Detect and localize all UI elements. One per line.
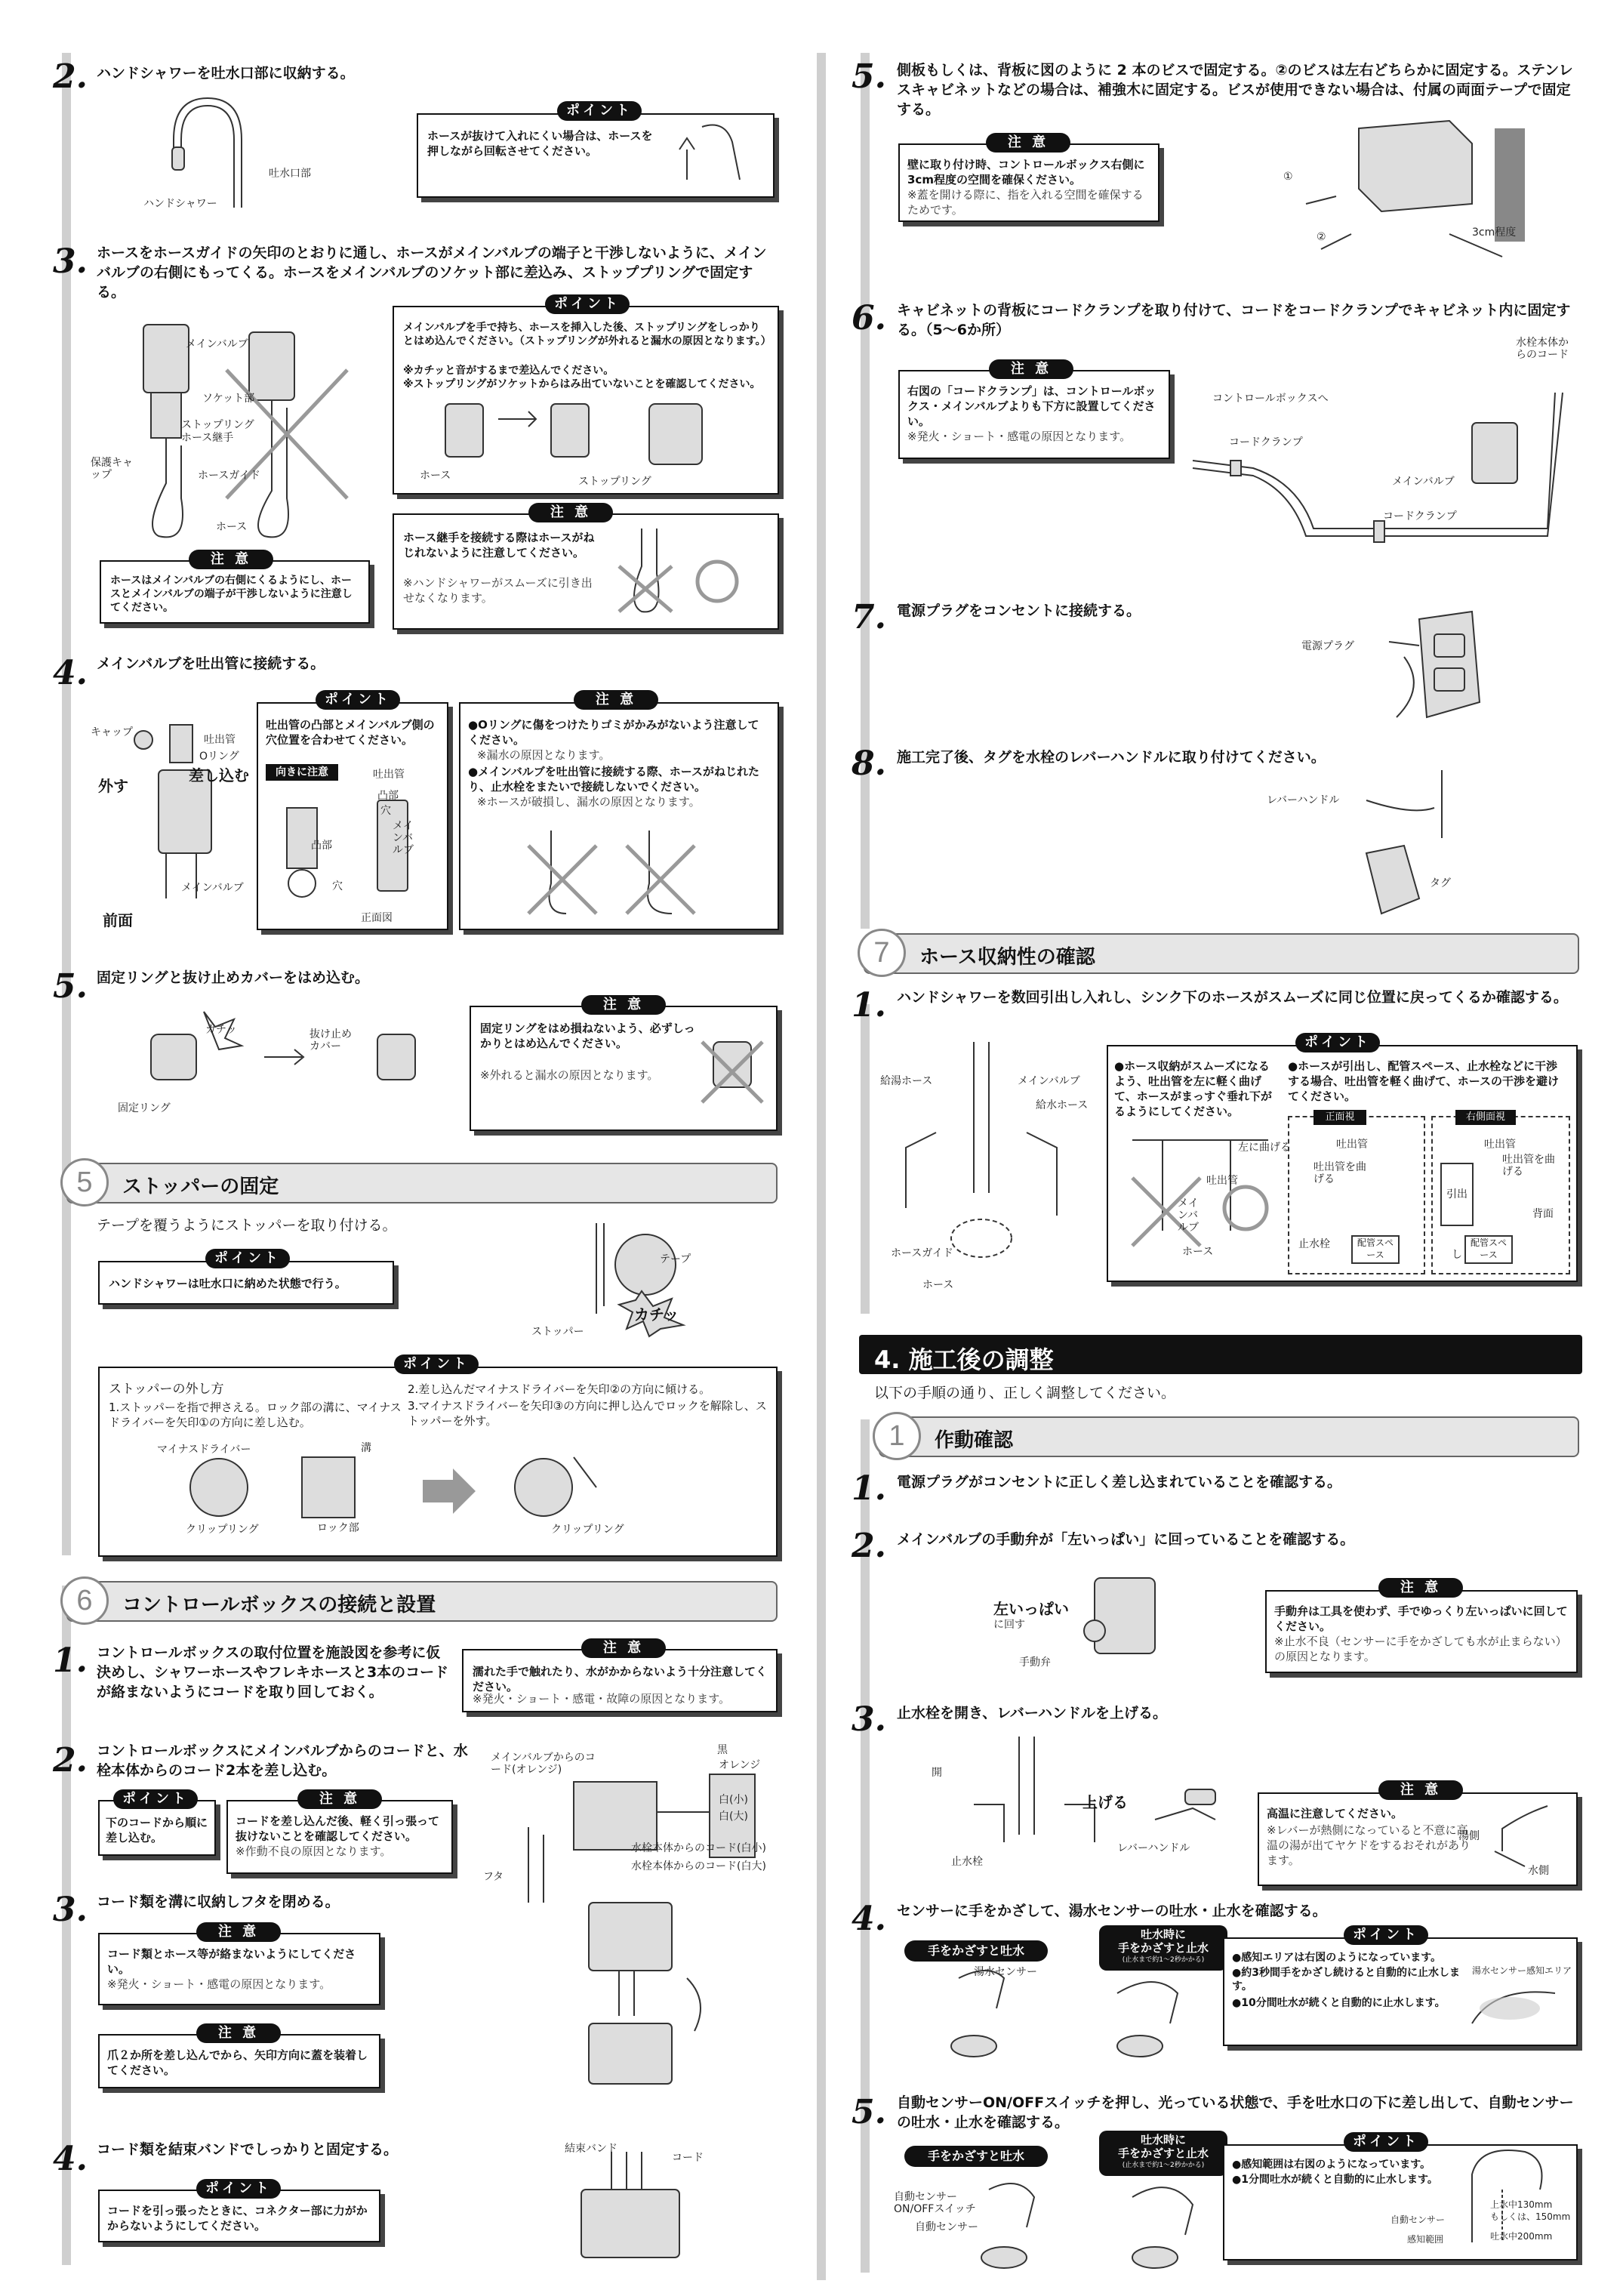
- label-clamp-1: コードクランプ: [1229, 436, 1303, 448]
- caution-text: 右図の「コードクランプ」は、コントロールボックス・メインバルブよりも下方に設置してください。: [907, 384, 1156, 428]
- label-o-ring: Oリング: [199, 750, 239, 763]
- removal-step-2: 2.差し込んだマイナスドライバーを矢印②の方向に傾ける。: [408, 1382, 711, 1396]
- lever-hot-cold-icon: [1480, 1798, 1563, 1874]
- label-back: 背面: [1532, 1208, 1554, 1220]
- section-6-number: 6: [60, 1576, 109, 1625]
- label-auto-sensor-2: 自動センサー: [1390, 2214, 1446, 2225]
- chapter-4-title: 4. 施工後の調整: [874, 1345, 1054, 1374]
- label-body-code: 水栓本体からのコード: [1516, 337, 1569, 361]
- label-spout: 吐水口部: [269, 168, 311, 180]
- sec7-step-1-number: 1.: [852, 986, 886, 1025]
- point-badge: ポイント: [1344, 1925, 1428, 1945]
- label-to-cb: コントロールボックスへ: [1212, 393, 1329, 405]
- faucet-illustration: [151, 94, 287, 215]
- label-cold: 水側: [1528, 1865, 1549, 1877]
- label-lever: レバーハンドル: [1267, 794, 1340, 806]
- section-5-title: ストッパーの固定: [122, 1176, 279, 1198]
- chapter-4-header: [859, 1335, 1582, 1374]
- step-3-number: 3.: [53, 242, 88, 281]
- label-open: 開: [932, 1767, 942, 1779]
- sec1-step-4-text: センサーに手をかざして、湯水センサーの吐水・止水を確認する。: [897, 1903, 1327, 1919]
- caution-text: ホース継手を接続する際はホースがねじれないように注意してください。: [403, 531, 595, 559]
- sec6-step-2-number: 2.: [53, 1741, 88, 1780]
- stop-badge-2-line-3: (止水まで約1〜2秒かかる): [1122, 2162, 1205, 2169]
- label-convex: 凸部: [377, 790, 399, 802]
- label-stop-ring-2: ストップリング: [578, 476, 651, 488]
- section-1-header: [879, 1416, 1579, 1457]
- caution-note: ※作動不良の原因となります。: [236, 1845, 392, 1858]
- label-clip-ring-2: クリップリング: [551, 1524, 624, 1536]
- auto-sensor-illustration: [959, 2174, 1230, 2280]
- caution-note: ※発火・ショート・感電・故障の原因となります。: [473, 1692, 731, 1706]
- label-supply-hose: 給水ホース: [1036, 1099, 1089, 1111]
- point-badge: ポイント: [113, 1789, 198, 1809]
- point-text: 下のコードから順に差し込む。: [106, 1816, 208, 1845]
- r-step-7-text: 電源プラグをコンセントに接続する。: [897, 603, 1141, 619]
- stop-badge-2-line-2: 手をかざすと止水: [1117, 2147, 1209, 2160]
- caution-badge: 注 意: [1378, 1780, 1463, 1800]
- label-mv-code: メインバルブからのコード(オレンジ): [491, 1752, 596, 1776]
- label-hose-guide: ホースガイド: [891, 1247, 953, 1259]
- label-plug: 電源プラグ: [1301, 640, 1354, 652]
- caution-text-s5: 固定リングをはめ損ねないよう、必ずしっかりとはめ込んでください。: [480, 1022, 695, 1050]
- caution-text: 壁に取り付け時、コントロールボックス右側に3cm程度の空間を確保ください。: [907, 158, 1145, 186]
- label-spec-2: もしくは、150mm: [1490, 2211, 1571, 2222]
- hand-over-badge: 手をかざすと吐水: [904, 1940, 1048, 1962]
- stop-badge-line-2: 手をかざすと止水: [1117, 1941, 1209, 1955]
- right-column-rule: [861, 53, 870, 929]
- r-step-7-number: 7.: [852, 598, 886, 636]
- sensor-hand-illustration: [929, 1963, 1230, 2069]
- caution-badge: 注 意: [581, 995, 666, 1015]
- label-manual-valve: 手動弁: [1019, 1657, 1051, 1669]
- section-5-number: 5: [60, 1158, 109, 1207]
- chapter-4-intro: 以下の手順の通り、正しく調整してください。: [874, 1385, 1176, 1401]
- caution-text: 高温に注意してください。: [1267, 1807, 1403, 1820]
- center-gutter: [817, 53, 826, 2280]
- step-4-number: 4.: [53, 654, 88, 692]
- caution-badge: 注 意: [297, 1789, 382, 1809]
- label-hole: 穴: [380, 805, 391, 817]
- point-text-left: ●ホース収納がスムーズになるよう、吐出管を左に軽く曲げて、ホースがまっすぐ垂れ下がるようにしてください。: [1114, 1059, 1272, 1118]
- label-screw-1: ①: [1283, 171, 1293, 183]
- label-sensor-area: 湯水センサー感知エリア: [1472, 1965, 1572, 1976]
- r-step-5-number: 5.: [852, 57, 886, 96]
- caution-text-2: 爪２か所を差し込んでから、矢印方向に蓋を装着してください。: [107, 2048, 368, 2077]
- label-stop-valve: 止水栓: [951, 1856, 983, 1868]
- caution-note: ※レバーが熱側になっていると不意に高温の湯が出てヤケドをするおそれがあります。: [1267, 1823, 1471, 1867]
- label-stop-ring: ストップリング: [181, 419, 254, 431]
- label-white-small: 白(小): [719, 1794, 748, 1806]
- label-pipe-4: 吐出管: [1484, 1139, 1516, 1151]
- caution-note-s5: ※外れると漏水の原因となります。: [480, 1068, 659, 1082]
- label-code-small: 水栓本体からのコード(白小): [631, 1842, 766, 1854]
- label-main-valve-4: メインバルブ: [181, 882, 244, 894]
- point-line-1: ●感知範囲は右図のようになっています。: [1232, 2159, 1431, 2171]
- label-full-left: 左いっぱい: [993, 1600, 1069, 1618]
- label-code-large: 水栓本体からのコード(白大): [631, 1860, 766, 1872]
- caution-badge: 注 意: [574, 690, 658, 710]
- removal-step-3: 3.マイナスドライバーを矢印③の方向に押し込んでロックを解除し、ストッパーを外す。: [408, 1399, 767, 1428]
- caution-text: コードを差し込んだ後、軽く引っ張って抜けないことを確認してください。: [236, 1814, 440, 1843]
- caution-badge: 注 意: [986, 133, 1070, 153]
- label-raise: 上げる: [1083, 1793, 1128, 1811]
- label-main-valve: メインバルブ: [186, 338, 248, 350]
- label-hose: ホース: [922, 1279, 954, 1291]
- label-hole-2: 穴: [332, 880, 343, 892]
- label-white-large: 白(大): [719, 1811, 748, 1823]
- caution-line-1: ●Oリングに傷をつけたりゴミがかみがないよう注意してください。: [468, 718, 759, 747]
- main-valve-connect-illustration: [98, 710, 264, 906]
- caution-note: ※止水不良（センサーに手をかざしても水が止まらない）の原因となります。: [1274, 1635, 1567, 1663]
- label-auto-switch: 自動センサーON/OFFスイッチ: [894, 2191, 976, 2215]
- stop-ring-illustration: [423, 396, 755, 483]
- sensor-area-illustration: [1464, 1978, 1570, 2039]
- label-fixing-ring: 固定リング: [118, 1102, 171, 1114]
- direction-badge: 向きに注意: [266, 764, 338, 781]
- label-hose-guide: ホースガイド: [198, 470, 260, 482]
- point-badge: ポイント: [205, 1249, 290, 1268]
- point-line-2: ●約3秒間手をかざし続けると自動的に止水します。: [1232, 1967, 1460, 1992]
- section-7-title: ホース収納性の確認: [919, 946, 1095, 969]
- sec1-step-4-number: 4.: [852, 1900, 886, 1938]
- label-3cm: 3cm程度: [1472, 227, 1517, 239]
- step-5-text: 固定リングと抜け止めカバーをはめ込む。: [97, 969, 370, 986]
- label-screw-2: ②: [1317, 231, 1326, 243]
- label-lock: ロック部: [317, 1522, 359, 1534]
- sec6-step-4-number: 4.: [53, 2140, 88, 2178]
- label-main-valve: メインバルブ: [1392, 476, 1455, 488]
- sec1-step-1-number: 1.: [852, 1469, 886, 1508]
- label-bend-1: 吐出管を曲げる: [1313, 1161, 1366, 1185]
- label-hot-hose: 給湯ホース: [880, 1075, 933, 1087]
- label-clamp-2: コードクランプ: [1383, 510, 1457, 522]
- label-bend-left: 左に曲げる: [1238, 1142, 1291, 1154]
- side-view-badge: 右側面視: [1455, 1110, 1516, 1125]
- caution-line-2: ※漏水の原因となります。: [477, 748, 611, 762]
- label-hose: ホース: [216, 521, 248, 533]
- section-7-number: 7: [858, 929, 906, 977]
- removal-step-1: 1.ストッパーを指で押さえる。ロック部の溝に、マイナスドライバーを矢印①の方向に差し込む。: [109, 1401, 402, 1429]
- label-hose-2: ホース: [1182, 1246, 1214, 1258]
- caution-line-3: ●メインバルブを吐出管に接続する際、ホースがねじれたり、止水栓をまたいで接続しないでください。: [468, 765, 759, 794]
- label-stop-valve: 止水栓: [1298, 1238, 1330, 1250]
- point-line-1: ●感知エリアは右図のようになっています。: [1232, 1952, 1442, 1964]
- label-black: 黒: [717, 1744, 728, 1756]
- label-range: 感知範囲: [1407, 2234, 1444, 2245]
- label-turn: に回す: [993, 1619, 1025, 1631]
- stop-badge-2: [1099, 2131, 1227, 2176]
- caution-badge: 注 意: [989, 359, 1073, 379]
- label-pipe: 吐出管: [1206, 1175, 1238, 1187]
- caution-text-2: ホースはメインバルブの右側にくるようにし、ホースとメインバルブの端子が干渉しないように注意してください。: [110, 575, 353, 614]
- label-main-valve: メインバルブ: [1018, 1075, 1080, 1087]
- step-5-number: 5.: [53, 967, 88, 1006]
- label-pull-out: 引出し: [1440, 1163, 1474, 1226]
- section-6-header: [66, 1581, 778, 1622]
- joint-twist-illustration: [611, 521, 762, 619]
- section-1-title: 作動確認: [935, 1429, 1014, 1452]
- label-stopper: ストッパー: [531, 1326, 584, 1338]
- caution-note: ※発火・ショート・感電の原因となります。: [907, 430, 1132, 443]
- sec6-step-1-text: コントロールボックスの取付位置を施設図を参考に仮決めし、シャワーホースやフレキホースと3本のコードが絡まないようにコードを取り回しておく。: [97, 1644, 449, 1700]
- point-line-1: メインバルブを手で持ち、ホースを挿入した後、ストップリングをしっかりとはめ込んでください。（ストップリングが外れると漏水の原因となります。）: [403, 322, 771, 347]
- caution-note: ※蓋を開ける際に、指を入れる空間を確保するためです。: [907, 188, 1144, 217]
- label-front: 前面: [103, 911, 133, 929]
- sec6-step-1-number: 1.: [53, 1641, 88, 1680]
- section-6-title: コントロールボックスの接続と設置: [122, 1594, 436, 1616]
- point-badge: ポイント: [1344, 2132, 1428, 2152]
- label-clip-ring: クリップリング: [186, 1524, 259, 1536]
- point-badge: ポイント: [557, 101, 642, 121]
- sec6-step-3-text: コード類を溝に収納しフタを閉める。: [97, 1894, 340, 1910]
- label-outlet-pipe: 吐出管: [204, 734, 236, 746]
- point-text-s4: 吐出管の凸部とメインバルブ側の穴位置を合わせてください。: [266, 718, 435, 747]
- ring-x-illustration: [694, 1019, 770, 1110]
- label-protect-cap: 保護キャップ: [91, 457, 133, 481]
- caution-line-4: ※ホースが破損し、漏水の原因となります。: [477, 795, 701, 809]
- point-text: コードを引っ張ったときに、コネクター部に力がかからないようにしてください。: [107, 2204, 368, 2233]
- caution-note: ※発火・ショート・感電の原因となります。: [107, 1977, 331, 1991]
- caution-badge: 注 意: [189, 550, 273, 569]
- point-line-3: ●10分間吐水が続くと自動的に止水します。: [1232, 1997, 1446, 2009]
- caution-badge: 注 意: [581, 1638, 666, 1658]
- manual-valve-illustration: [1042, 1570, 1193, 1676]
- label-minus-driver: マイナスドライバー: [157, 1444, 251, 1456]
- point-line-2: ●1分間吐水が続くと自動的に止水します。: [1232, 2174, 1438, 2186]
- hose-rotate-icon: [672, 119, 755, 187]
- caution-badge: 注 意: [196, 1922, 281, 1942]
- stop-badge-2-line-1: 吐水時に: [1140, 2133, 1186, 2147]
- label-pipe-3: 吐出管: [1336, 1139, 1368, 1151]
- label-lever: レバーハンドル: [1117, 1842, 1190, 1854]
- caution-badge: 注 意: [1378, 1578, 1463, 1598]
- point-text-right: ●ホースが引出し、配管スペース、止水栓などに干渉する場合、吐出管を軽く曲げて、ホースの干渉を避けてください。: [1288, 1059, 1559, 1103]
- label-orange: オレンジ: [719, 1759, 761, 1771]
- section-5-header: [66, 1163, 778, 1203]
- r-step-6-number: 6.: [852, 299, 886, 337]
- label-convex-2: 凸部: [311, 840, 332, 852]
- cord-clamp-illustration: [1193, 347, 1585, 574]
- label-code: コード: [672, 2152, 704, 2164]
- label-socket: ソケット部: [202, 393, 255, 405]
- sec1-step-1-text: 電源プラグがコンセントに正しく差し込まれていることを確認する。: [897, 1474, 1342, 1490]
- label-click-sec5: カチッ: [634, 1305, 679, 1324]
- r-step-6-text: キャビネットの背板にコードクランプを取り付けて、コードをコードクランプでキャビネット内に固定する。（5〜6か所）: [897, 302, 1571, 338]
- label-click: カチッ: [205, 1024, 237, 1036]
- sec1-step-2-number: 2.: [852, 1527, 886, 1565]
- stop-badge-line-3: (止水まで約1〜2秒かかる): [1122, 1956, 1205, 1964]
- sec1-step-2-text: メインバルブの手動弁が「左いっぱい」に回っていることを確認する。: [897, 1531, 1355, 1548]
- label-sensor: 湯水センサー: [974, 1966, 1037, 1978]
- right-column-rule-2: [861, 1004, 870, 1314]
- section-1-number: 1: [873, 1412, 921, 1460]
- label-mv: メインバルブ: [1178, 1197, 1199, 1234]
- point-badge: ポイント: [1295, 1033, 1380, 1052]
- point-badge: ポイント: [394, 1354, 479, 1374]
- sec6-step-2-text: コントロールボックスにメインバルブからのコードと、水栓本体からのコード2本を差し込む。: [97, 1743, 468, 1779]
- r-step-8-text: 施工完了後、タグを水栓のレバーハンドルに取り付けてください。: [897, 749, 1326, 766]
- sec7-step-1-text: ハンドシャワーを数回引出し入れし、シンク下のホースがスムーズに同じ位置に戻ってくるか確認する。: [897, 989, 1568, 1006]
- label-remove: 外す: [98, 777, 128, 795]
- sec1-step-3-text: 止水栓を開き、レバーハンドルを上げる。: [897, 1705, 1167, 1721]
- label-bend-2: 吐出管を曲げる: [1502, 1154, 1555, 1178]
- caution-note: ※ハンドシャワーがスムーズに引き出せなくなります。: [403, 576, 593, 605]
- step-4-text: メインバルブを吐出管に接続する。: [97, 655, 325, 672]
- label-hose-joint: ホース継手: [181, 432, 234, 444]
- twist-x-illustration: [521, 815, 725, 921]
- fixing-ring-illustration: [128, 1004, 453, 1110]
- label-space-1: 配管スペース: [1351, 1235, 1400, 1264]
- step-3-text: ホースをホースガイドの矢印のとおりに通し、ホースがメインバルブの端子と干渉しないように、メインバルブの右側にもってくる。ホースをメインバルブのソケット部に差込み、ストッププリングで固定する。: [97, 245, 767, 300]
- point-text-sec5: ハンドシャワーは吐水口に納めた状態で行う。: [109, 1277, 346, 1290]
- label-spec-1: 上水中130mm: [1490, 2199, 1553, 2210]
- label-front-view: 正面図: [361, 912, 393, 924]
- label-groove: 溝: [361, 1442, 371, 1454]
- label-auto-sensor: 自動センサー: [915, 2221, 978, 2233]
- label-insert: 差し込む: [189, 766, 249, 784]
- label-cap: キャップ: [91, 726, 133, 738]
- label-hot: 湯側: [1458, 1830, 1480, 1842]
- sec1-step-5-text: 自動センサーON/OFFスイッチを押し、光っている状態で、手を吐水口の下に差し出して、自動センサーの吐水・止水を確認する。: [897, 2094, 1574, 2131]
- r-step-5-text: 側板もしくは、背板に図のように 2 本のビスで固定する。②のビスは左右どちらかに固定する。ステンレスキャビネットなどの場合は、補強木に固定する。ビスが使用できない場合は、付属の両面テープで固定する。: [897, 62, 1573, 118]
- label-hose-2: ホース: [420, 470, 451, 482]
- sec1-step-5-number: 5.: [852, 2093, 886, 2131]
- label-tape: テープ: [660, 1253, 691, 1265]
- r-step-8-number: 8.: [852, 744, 886, 783]
- point-line-3: ※ストップリングがソケットからはみ出ていないことを確認してください。: [403, 378, 761, 390]
- label-pipe-2: 吐出管: [373, 769, 405, 781]
- section-7-header: [864, 933, 1579, 974]
- stop-badge-line-1: 吐水時に: [1140, 1928, 1186, 1941]
- lid-close-illustration: [574, 1888, 725, 2114]
- cable-tie-illustration: [566, 2152, 732, 2265]
- hand-over-badge-2: 手をかざすと吐水: [904, 2146, 1048, 2167]
- label-main-valve-s4: メインバルブ: [393, 820, 414, 856]
- caution-text: 濡れた手で触れたり、水がかからないよう十分注意してください。: [473, 1665, 768, 1693]
- label-tag: タグ: [1430, 877, 1451, 889]
- tag-illustration: [1336, 770, 1464, 921]
- point-text: ホースが抜けて入れにくい場合は、ホースを押しながら回転させてください。: [427, 129, 653, 158]
- section-5-text: テープを覆うようにストッパーを取り付ける。: [97, 1217, 397, 1234]
- removal-heading: ストッパーの外し方: [109, 1382, 224, 1397]
- caution-badge: 注 意: [196, 2023, 281, 2043]
- label-spec-3: 吐水中200mm: [1490, 2231, 1553, 2242]
- label-cover: 抜け止めカバー: [310, 1028, 352, 1052]
- caution-text: コード類とホース等が絡まないようにしてください。: [107, 1947, 356, 1976]
- label-cable-tie: 結束バンド: [565, 2143, 617, 2155]
- sec6-step-4-text: コード類を結束バンドでしっかりと固定する。: [97, 2141, 399, 2158]
- label-hand-shower: ハンドシャワー: [143, 198, 217, 210]
- step-2-number: 2.: [53, 57, 88, 96]
- outlet-illustration: [1374, 612, 1495, 725]
- caution-text: 手動弁は工具を使わず、手でゆっくり左いっぱいに回してください。: [1274, 1604, 1568, 1633]
- step-2-text: ハンドシャワーを吐水口部に収納する。: [97, 65, 355, 82]
- point-badge: ポイント: [196, 2179, 281, 2199]
- sec1-step-3-number: 3.: [852, 1700, 886, 1739]
- label-space-2: 配管スペース: [1464, 1235, 1513, 1264]
- point-badge: ポイント: [545, 294, 630, 314]
- point-badge: ポイント: [316, 690, 400, 710]
- point-line-2: ※カチッと音がするまで差込んでください。: [403, 365, 614, 377]
- label-lid: フタ: [483, 1871, 504, 1883]
- front-view-badge: 正面視: [1313, 1110, 1366, 1125]
- sec6-step-3-number: 3.: [53, 1891, 88, 1929]
- caution-badge: 注 意: [528, 503, 613, 522]
